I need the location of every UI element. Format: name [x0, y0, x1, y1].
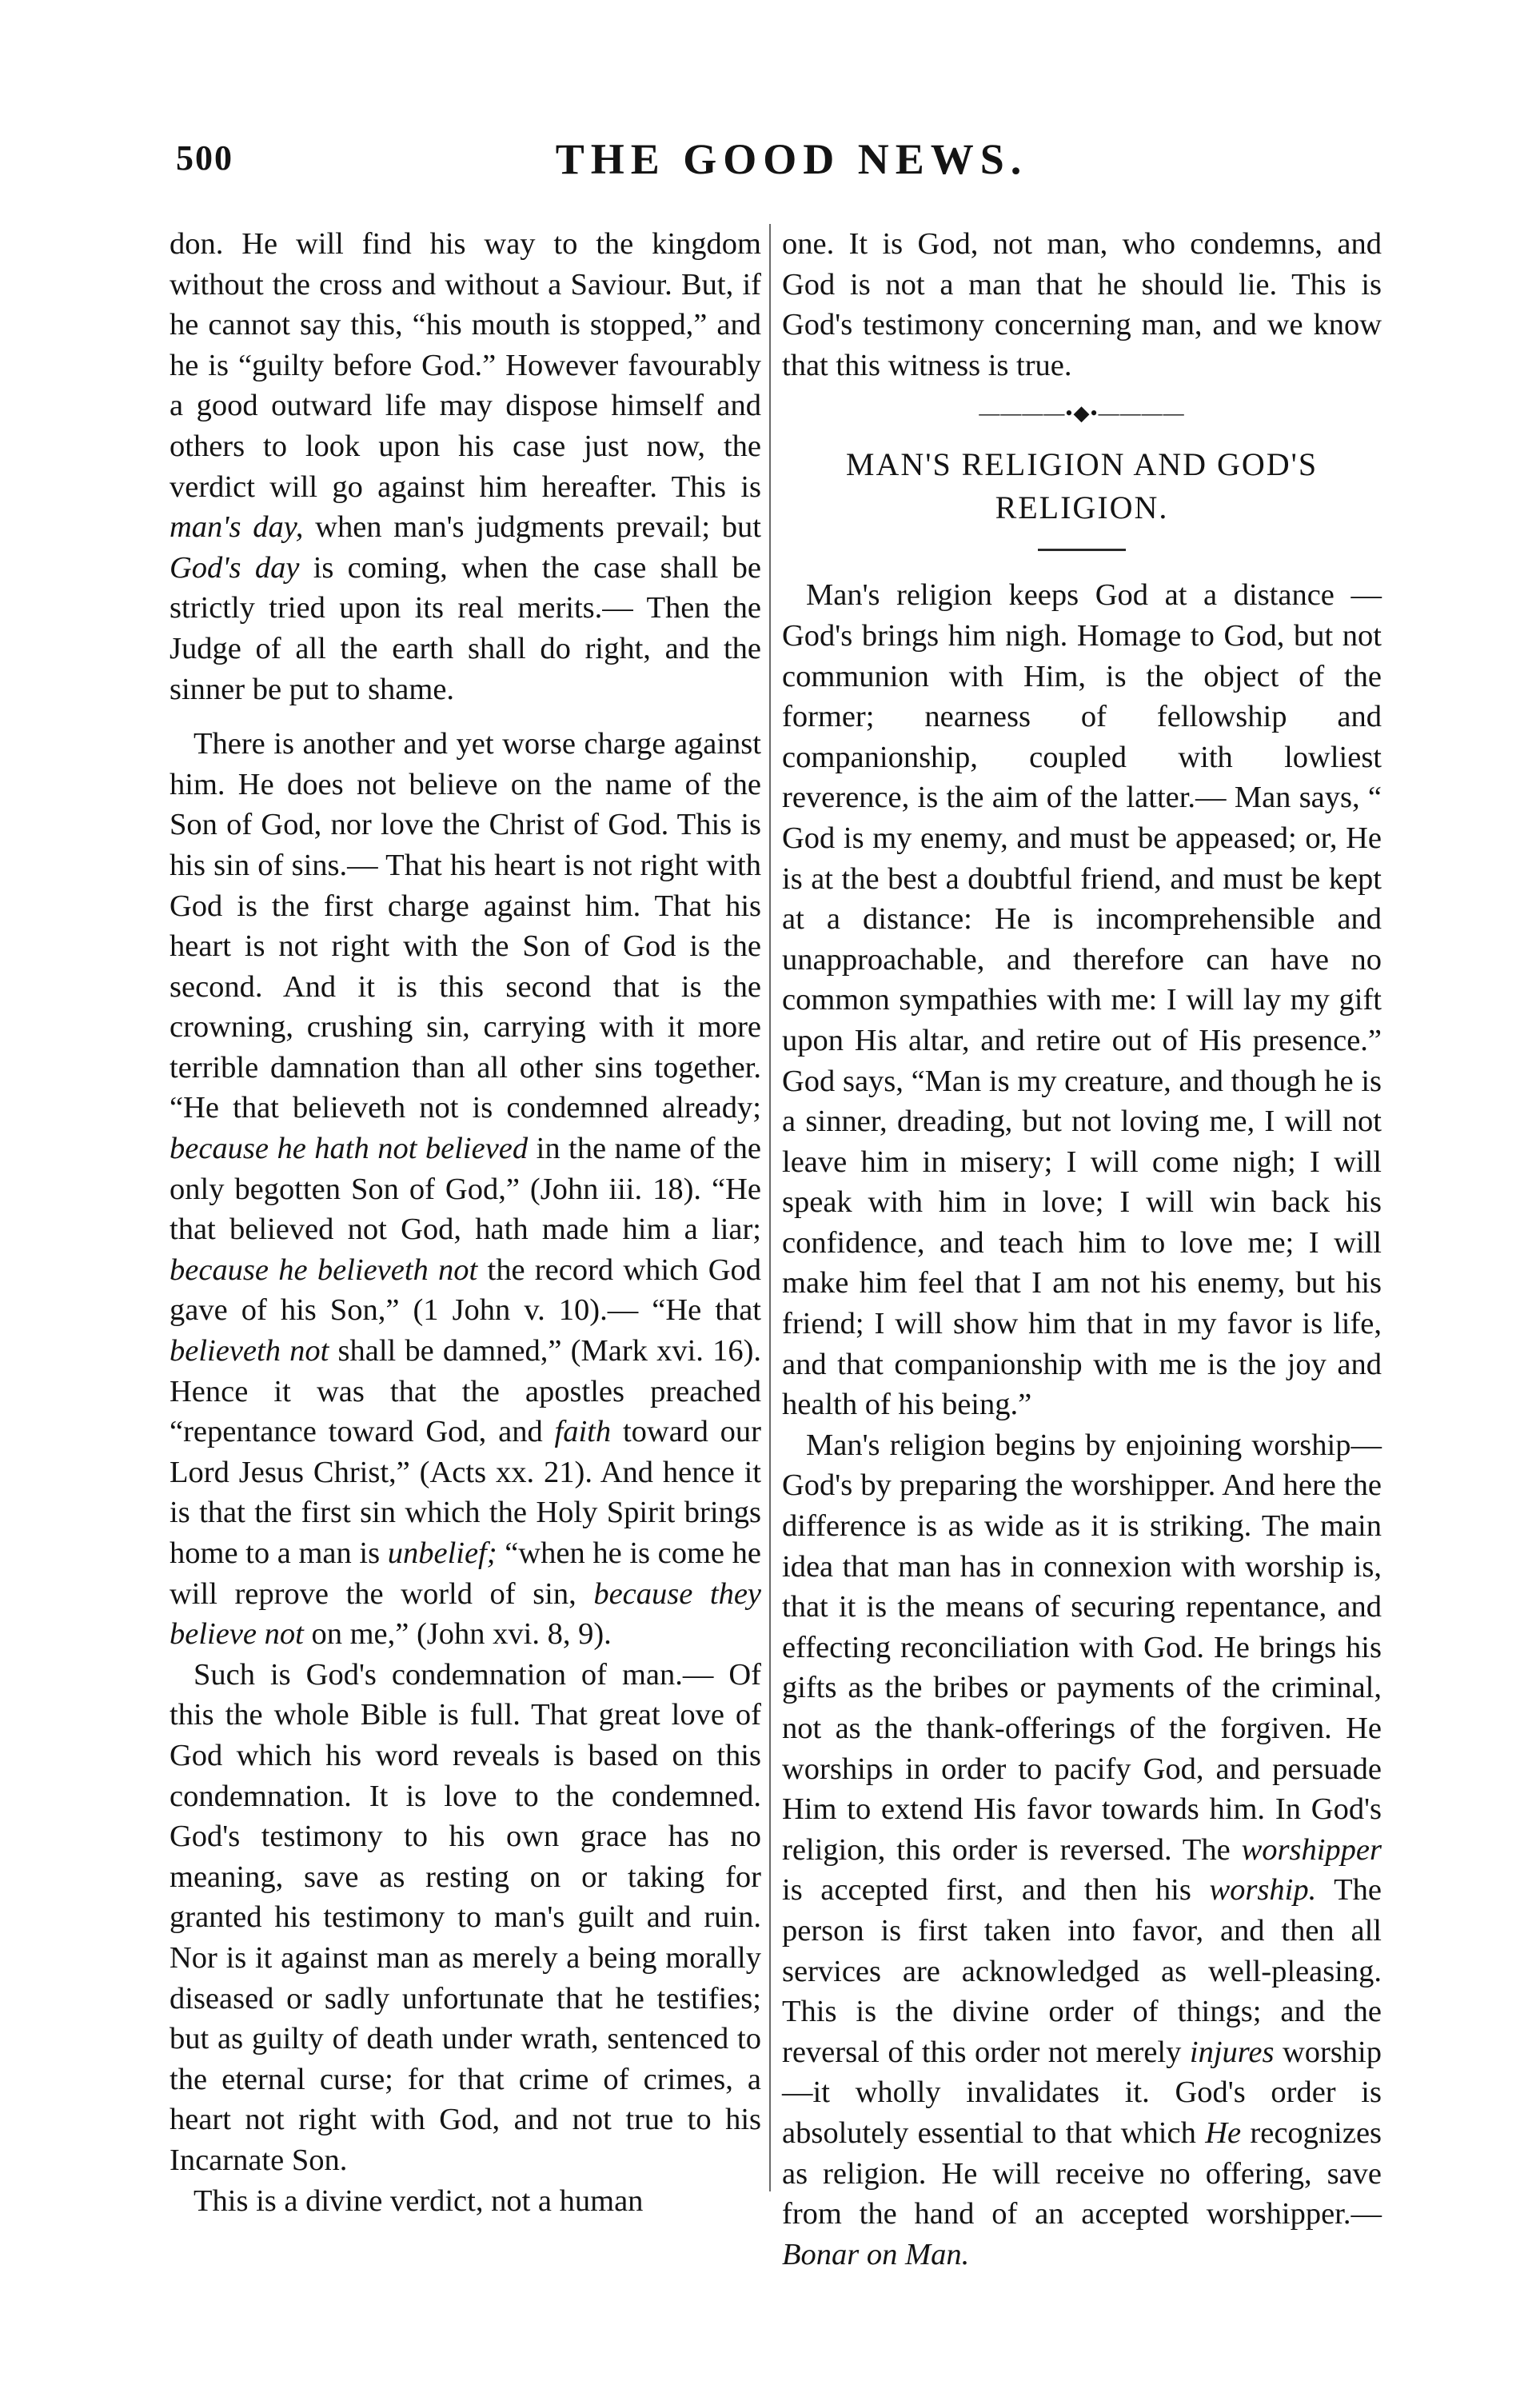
attribution: Bonar on Man.: [782, 2237, 970, 2271]
right-column: [782, 224, 1382, 2275]
paragraph-continuation: don. He will find his way to the kingdom without the cross and without a Saviour. But, if he cannot say this, “his mouth is stopped,” and he is “guilty before God.” However favourably a good outward life may dispose himself and others to look upon his case just now, the verdict will go against him hereafter. This is man's day, when man's judgments prevail; but God's day is coming, when the case shall be strictly tried upon its real merits.— Then the Judge of all the earth shall do right, and the sinner be put to shame.: [170, 227, 761, 706]
paragraph-continuation: one. It is God, not man, who condemns, and God is not a man that he should lie. This is God's testimony concerning man, and we know that this witness is true.: [782, 227, 1382, 382]
emphasis: because he believeth not: [170, 1252, 478, 1287]
left-column: [170, 224, 761, 2221]
paragraph-condemnation: Such is God's condemnation of man.— Of this the whole Bible is full. That great love of God which his word reveals is based on this condemnation. It is love to the condemned. God's testimony to his own grace has no meaning, save as resting on or taking for granted his testimony to man's guilt and ruin. Nor is it against man as merely a being morally diseased or sadly unfortunate that he testifies; but as guilty of death under wrath, sentenced to the eternal curse; for that crime of crimes, a heart not right with God, and not true to his Incarnate Son.: [170, 1657, 761, 2177]
paragraph-mans-religion: Man's religion keeps God at a distance —God's brings him nigh. Homage to God, but not communion with Him, is the object of the former; nearness of fellowship and companionship, coupled with lowliest reverence, is the aim of the latter.— Man says, “ God is my enemy, and must be appeased; or, He is at the best a doubtful friend, and must be kept at a distance: He is incomprehensible and unapproachable, and therefore can have no common sympathies with me: I will lay my gift upon His altar, and retire out of His presence.” God says, “Man is my creature, and though he is a sinner, dreading, but not loving me, I will not leave him in misery; I will come nigh; I will speak with him in love; I will win back his confidence, and teach him to love me; I will make him feel that I am not his enemy, but his friend; I will show him that in my favor is life, and that companionship with me is the joy and health of his being.”: [782, 578, 1382, 1422]
emphasis: worship.: [1209, 1873, 1317, 1908]
emphasis: injures: [1189, 2035, 1275, 2069]
emphasis: worshipper: [1241, 1832, 1382, 1867]
emphasis: believeth not: [170, 1334, 329, 1368]
emphasis: He: [1205, 2115, 1242, 2150]
emphasis: man's day,: [170, 510, 304, 545]
column-divider: [769, 224, 771, 2191]
paragraph-worship: Man's religion begins by enjoining worship—God's by preparing the worshipper. And here the difference is as wide as it is striking. The main idea that man has in connexion with worship is, that it is the means of securing repentance, and effecting reconciliation with God. He brings his gifts as the bribes or payments of the criminal, not as the thank-offerings of the forgiven. He worships in order to pacify God, and persuade Him to extend His favor towards him. In God's religion, this order is reversed. The worshipper is accepted first, and then his worship. The person is first taken into favor, and then all services are acknowledged as well-pleasing. This is the divine order of things; and the reversal of this order not merely injures worship—it wholly invalidates it. God's order is absolutely essential to that which He recognizes as religion. He will receive no offering, save from the hand of an accepted worshipper.—Bonar on Man.: [782, 1428, 1382, 2271]
emphasis: unbelief;: [387, 1536, 497, 1570]
page-number: 500: [176, 138, 233, 178]
title-rule: [1038, 549, 1126, 551]
page-header: [176, 135, 1407, 194]
emphasis: because he hath not believed: [170, 1132, 529, 1166]
paragraph-verdict: This is a divine verdict, not a human: [193, 2183, 644, 2218]
emphasis: because they believe not: [170, 1576, 761, 1652]
paragraph-unbelief-charge: There is another and yet worse charge against him. He does not believe on the name of the Son of God, nor love the Christ of God. This is his sin of sins.— That his heart is not right with God is the first charge against him. That his heart is not right with the Son of God is the second. And it is this second that is the crowning, crushing sin, carrying with it more terrible damnation than all other sins together. “He that believeth not is condemned already; because he hath not believed in the name of the only begotten Son of God,” (John iii. 18). “He that believed not God, hath made him a liar; because he believeth not the record which God gave of his Son,” (1 John v. 10).— “He that believeth not shall be damned,” (Mark xvi. 16). Hence it was that the apostles preached “repentance toward God, and faith toward our Lord Jesus Christ,” (Acts xx. 21). And hence it is that the first sin which the Holy Spirit brings home to a man is unbelief; “when he is come he will reprove the world of sin, because they believe not on me,” (John xvi. 8, 9).: [170, 727, 762, 1652]
ornamental-divider: ————•◆•————: [979, 401, 1185, 425]
running-title: THE GOOD NEWS.: [555, 135, 1028, 183]
emphasis: faith: [554, 1415, 612, 1449]
emphasis: God's day: [170, 550, 300, 585]
article-title: MAN'S RELIGION AND GOD'S RELIGION.: [845, 446, 1319, 526]
